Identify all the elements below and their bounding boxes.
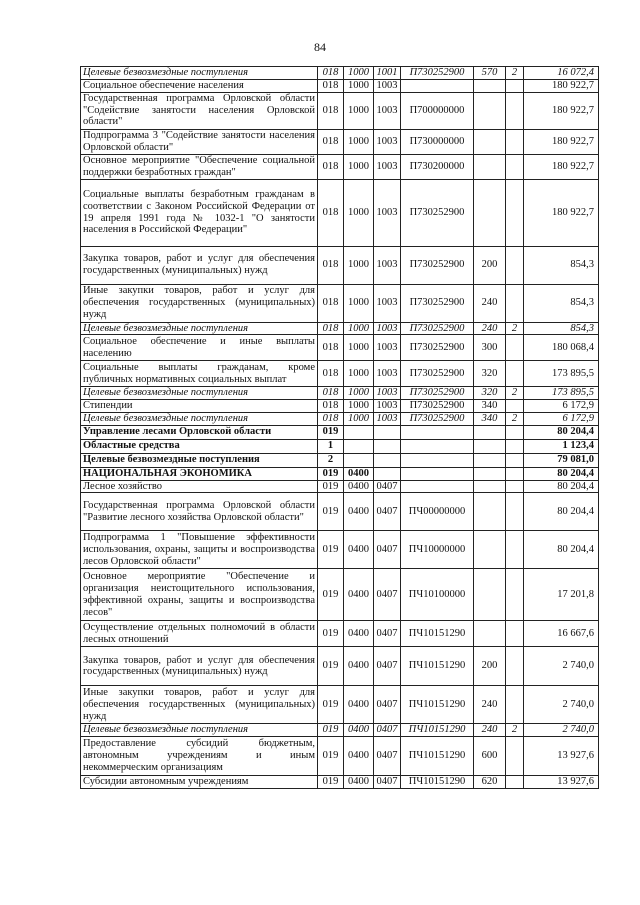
- row-ved-cell: 018: [318, 129, 344, 154]
- row-rz-cell: [344, 439, 374, 453]
- row-ved-cell: 018: [318, 284, 344, 322]
- row-ved-cell: 019: [318, 686, 344, 724]
- row-csr-cell: П730252900: [401, 67, 474, 80]
- row-rz-cell: 1000: [344, 284, 374, 322]
- table-row: [81, 480, 599, 493]
- row-pr-cell: 1003: [374, 387, 401, 400]
- row-rz-cell: 1000: [344, 387, 374, 400]
- row-rz-cell: 0400: [344, 776, 374, 789]
- row-ved-cell: 2: [318, 453, 344, 467]
- row-src-cell: [506, 129, 524, 154]
- row-rz-cell: 0400: [344, 531, 374, 569]
- row-src-cell: 2: [506, 724, 524, 737]
- row-pr-cell: 0407: [374, 737, 401, 776]
- table-row: [81, 531, 599, 569]
- row-vr-cell: [474, 154, 506, 179]
- row-vr-cell: 600: [474, 737, 506, 776]
- row-name-cell: Целевые безвозмездные поступления: [81, 322, 318, 335]
- row-vr-cell: 320: [474, 387, 506, 400]
- row-src-cell: 2: [506, 387, 524, 400]
- row-name-cell: Лесное хозяйство: [81, 480, 318, 493]
- row-vr-cell: 570: [474, 67, 506, 80]
- table-row: [81, 400, 599, 413]
- row-src-cell: 2: [506, 322, 524, 335]
- row-sum-cell: 80 204,4: [524, 425, 599, 439]
- row-csr-cell: П730252900: [401, 412, 474, 425]
- row-csr-cell: П730252900: [401, 284, 474, 322]
- row-pr-cell: 1003: [374, 92, 401, 129]
- row-vr-cell: [474, 425, 506, 439]
- row-vr-cell: 340: [474, 400, 506, 413]
- row-csr-cell: П730252900: [401, 387, 474, 400]
- table-row: [81, 467, 599, 480]
- row-rz-cell: 1000: [344, 179, 374, 246]
- row-ved-cell: 018: [318, 400, 344, 413]
- row-csr-cell: П730252900: [401, 361, 474, 387]
- row-rz-cell: 1000: [344, 322, 374, 335]
- row-pr-cell: 0407: [374, 686, 401, 724]
- row-vr-cell: [474, 531, 506, 569]
- row-vr-cell: [474, 79, 506, 92]
- row-csr-cell: П700000000: [401, 92, 474, 129]
- row-csr-cell: ПЧ00000000: [401, 493, 474, 531]
- table-row: [81, 737, 599, 776]
- row-sum-cell: 180 922,7: [524, 154, 599, 179]
- row-sum-cell: 16 072,4: [524, 67, 599, 80]
- row-rz-cell: 1000: [344, 129, 374, 154]
- table-body: [81, 67, 599, 789]
- row-src-cell: 2: [506, 412, 524, 425]
- row-vr-cell: 240: [474, 724, 506, 737]
- row-csr-cell: ПЧ10151290: [401, 621, 474, 647]
- row-name-cell: Субсидии автономным учреждениям: [81, 776, 318, 789]
- row-vr-cell: [474, 569, 506, 621]
- row-rz-cell: 0400: [344, 569, 374, 621]
- row-vr-cell: 240: [474, 284, 506, 322]
- row-name-cell: Основное мероприятие "Обеспечение и организация неистощительного использования, эффективной охраны, защиты и воспроизводства лесов": [81, 569, 318, 621]
- row-rz-cell: 0400: [344, 467, 374, 480]
- row-csr-cell: ПЧ10151290: [401, 724, 474, 737]
- row-src-cell: [506, 686, 524, 724]
- row-pr-cell: 1003: [374, 79, 401, 92]
- row-src-cell: [506, 179, 524, 246]
- row-src-cell: [506, 480, 524, 493]
- row-csr-cell: П730252900: [401, 400, 474, 413]
- table-row: [81, 284, 599, 322]
- row-vr-cell: 240: [474, 322, 506, 335]
- row-src-cell: [506, 621, 524, 647]
- row-sum-cell: 180 068,4: [524, 335, 599, 361]
- row-src-cell: [506, 425, 524, 439]
- row-src-cell: [506, 439, 524, 453]
- row-sum-cell: 2 740,0: [524, 647, 599, 686]
- row-ved-cell: 018: [318, 79, 344, 92]
- table-row: [81, 724, 599, 737]
- row-csr-cell: П730252900: [401, 246, 474, 284]
- row-name-cell: Закупка товаров, работ и услуг для обеспечения государственных (муниципальных) нужд: [81, 647, 318, 686]
- row-rz-cell: 0400: [344, 724, 374, 737]
- row-csr-cell: П730252900: [401, 335, 474, 361]
- row-name-cell: Целевые безвозмездные поступления: [81, 412, 318, 425]
- row-src-cell: [506, 647, 524, 686]
- row-sum-cell: 13 927,6: [524, 776, 599, 789]
- table-row: [81, 92, 599, 129]
- row-ved-cell: 018: [318, 412, 344, 425]
- row-ved-cell: 019: [318, 569, 344, 621]
- row-sum-cell: 180 922,7: [524, 179, 599, 246]
- row-rz-cell: 0400: [344, 686, 374, 724]
- row-name-cell: Основное мероприятие "Обеспечение социальной поддержки безработных граждан": [81, 154, 318, 179]
- row-vr-cell: [474, 467, 506, 480]
- row-src-cell: [506, 361, 524, 387]
- row-csr-cell: П730000000: [401, 129, 474, 154]
- row-vr-cell: 200: [474, 246, 506, 284]
- row-csr-cell: П730200000: [401, 154, 474, 179]
- table-row: [81, 686, 599, 724]
- row-vr-cell: 320: [474, 361, 506, 387]
- row-rz-cell: 1000: [344, 67, 374, 80]
- table-row: [81, 361, 599, 387]
- row-src-cell: [506, 400, 524, 413]
- row-name-cell: Иные закупки товаров, работ и услуг для обеспечения государственных (муниципальных) нужд: [81, 284, 318, 322]
- row-name-cell: Областные средства: [81, 439, 318, 453]
- row-ved-cell: 018: [318, 246, 344, 284]
- row-ved-cell: 018: [318, 361, 344, 387]
- row-name-cell: Целевые безвозмездные поступления: [81, 387, 318, 400]
- row-ved-cell: 018: [318, 154, 344, 179]
- row-src-cell: [506, 453, 524, 467]
- row-src-cell: [506, 246, 524, 284]
- row-name-cell: НАЦИОНАЛЬНАЯ ЭКОНОМИКА: [81, 467, 318, 480]
- row-rz-cell: 0400: [344, 493, 374, 531]
- row-pr-cell: [374, 439, 401, 453]
- row-csr-cell: П730252900: [401, 179, 474, 246]
- row-ved-cell: 018: [318, 335, 344, 361]
- row-sum-cell: 854,3: [524, 284, 599, 322]
- row-rz-cell: 1000: [344, 335, 374, 361]
- table-row: [81, 387, 599, 400]
- table-row: [81, 621, 599, 647]
- row-pr-cell: 1003: [374, 246, 401, 284]
- row-sum-cell: 79 081,0: [524, 453, 599, 467]
- table-row: [81, 776, 599, 789]
- row-ved-cell: 019: [318, 724, 344, 737]
- row-sum-cell: 2 740,0: [524, 686, 599, 724]
- row-sum-cell: 13 927,6: [524, 737, 599, 776]
- row-csr-cell: [401, 467, 474, 480]
- row-ved-cell: 019: [318, 647, 344, 686]
- row-sum-cell: 17 201,8: [524, 569, 599, 621]
- row-rz-cell: 1000: [344, 154, 374, 179]
- row-csr-cell: [401, 453, 474, 467]
- row-src-cell: [506, 154, 524, 179]
- table-row: [81, 322, 599, 335]
- row-name-cell: Предоставление субсидий бюджетным, автономным учреждениям и иным некоммерческим организациям: [81, 737, 318, 776]
- row-rz-cell: 1000: [344, 79, 374, 92]
- row-pr-cell: 1003: [374, 361, 401, 387]
- row-pr-cell: 1003: [374, 412, 401, 425]
- row-sum-cell: 2 740,0: [524, 724, 599, 737]
- row-ved-cell: 018: [318, 387, 344, 400]
- row-name-cell: Государственная программа Орловской области "Содействие занятости населения Орловской области": [81, 92, 318, 129]
- row-sum-cell: 16 667,6: [524, 621, 599, 647]
- row-vr-cell: [474, 493, 506, 531]
- row-vr-cell: [474, 453, 506, 467]
- row-pr-cell: 1003: [374, 129, 401, 154]
- row-ved-cell: 018: [318, 67, 344, 80]
- row-src-cell: [506, 531, 524, 569]
- row-pr-cell: 0407: [374, 647, 401, 686]
- row-pr-cell: 1003: [374, 322, 401, 335]
- row-pr-cell: 1003: [374, 154, 401, 179]
- row-sum-cell: 854,3: [524, 322, 599, 335]
- row-name-cell: Целевые безвозмездные поступления: [81, 724, 318, 737]
- row-pr-cell: 0407: [374, 531, 401, 569]
- row-pr-cell: 1001: [374, 67, 401, 80]
- row-vr-cell: 340: [474, 412, 506, 425]
- row-vr-cell: [474, 480, 506, 493]
- row-ved-cell: 1: [318, 439, 344, 453]
- row-ved-cell: 019: [318, 467, 344, 480]
- table-row: [81, 439, 599, 453]
- row-ved-cell: 018: [318, 322, 344, 335]
- row-csr-cell: ПЧ10151290: [401, 647, 474, 686]
- row-csr-cell: П730252900: [401, 322, 474, 335]
- row-rz-cell: [344, 453, 374, 467]
- table-row: [81, 67, 599, 80]
- row-csr-cell: ПЧ10000000: [401, 531, 474, 569]
- row-rz-cell: 1000: [344, 92, 374, 129]
- row-pr-cell: 0407: [374, 480, 401, 493]
- row-rz-cell: 0400: [344, 737, 374, 776]
- row-name-cell: Социальное обеспечение населения: [81, 79, 318, 92]
- row-csr-cell: ПЧ10151290: [401, 686, 474, 724]
- row-ved-cell: 019: [318, 776, 344, 789]
- row-csr-cell: ПЧ10151290: [401, 776, 474, 789]
- row-vr-cell: [474, 621, 506, 647]
- row-rz-cell: 1000: [344, 412, 374, 425]
- row-name-cell: Целевые безвозмездные поступления: [81, 67, 318, 80]
- row-pr-cell: 0407: [374, 776, 401, 789]
- row-vr-cell: [474, 179, 506, 246]
- row-ved-cell: 019: [318, 531, 344, 569]
- row-csr-cell: ПЧ10151290: [401, 737, 474, 776]
- row-name-cell: Стипендии: [81, 400, 318, 413]
- table-row: [81, 179, 599, 246]
- row-csr-cell: [401, 480, 474, 493]
- row-pr-cell: [374, 453, 401, 467]
- table-row: [81, 569, 599, 621]
- row-csr-cell: ПЧ10100000: [401, 569, 474, 621]
- row-name-cell: Целевые безвозмездные поступления: [81, 453, 318, 467]
- row-src-cell: [506, 467, 524, 480]
- row-name-cell: Социальные выплаты гражданам, кроме публичных нормативных социальных выплат: [81, 361, 318, 387]
- row-src-cell: [506, 776, 524, 789]
- table-row: [81, 647, 599, 686]
- row-src-cell: [506, 493, 524, 531]
- row-name-cell: Подпрограмма 1 "Повышение эффективности использования, охраны, защиты и воспроизводства лесов Орловской области": [81, 531, 318, 569]
- row-rz-cell: 0400: [344, 621, 374, 647]
- budget-table: [80, 66, 599, 789]
- row-rz-cell: 1000: [344, 400, 374, 413]
- row-rz-cell: 1000: [344, 246, 374, 284]
- row-src-cell: [506, 335, 524, 361]
- table-row: [81, 129, 599, 154]
- row-ved-cell: 019: [318, 621, 344, 647]
- row-vr-cell: 200: [474, 647, 506, 686]
- page-number: 84: [314, 40, 326, 54]
- row-vr-cell: 620: [474, 776, 506, 789]
- table-row: [81, 453, 599, 467]
- row-pr-cell: [374, 467, 401, 480]
- row-ved-cell: 019: [318, 425, 344, 439]
- table-row: [81, 425, 599, 439]
- table-row: [81, 493, 599, 531]
- row-rz-cell: [344, 425, 374, 439]
- row-src-cell: [506, 92, 524, 129]
- row-sum-cell: 6 172,9: [524, 400, 599, 413]
- table-row: [81, 335, 599, 361]
- table-row: [81, 79, 599, 92]
- row-src-cell: [506, 569, 524, 621]
- row-name-cell: Закупка товаров, работ и услуг для обеспечения государственных (муниципальных) нужд: [81, 246, 318, 284]
- row-vr-cell: [474, 92, 506, 129]
- row-vr-cell: 240: [474, 686, 506, 724]
- row-name-cell: Социальные выплаты безработным гражданам в соответствии с Законом Российской Федерации от 19 апреля 1991 года № 1032-1 "О занятости населения в Российской Федерации": [81, 179, 318, 246]
- row-src-cell: 2: [506, 67, 524, 80]
- row-vr-cell: [474, 129, 506, 154]
- row-pr-cell: 0407: [374, 724, 401, 737]
- table-row: [81, 246, 599, 284]
- row-rz-cell: 0400: [344, 480, 374, 493]
- row-name-cell: Иные закупки товаров, работ и услуг для обеспечения государственных (муниципальных) нужд: [81, 686, 318, 724]
- row-pr-cell: 1003: [374, 335, 401, 361]
- row-pr-cell: 0407: [374, 569, 401, 621]
- row-sum-cell: 173 895,5: [524, 387, 599, 400]
- row-ved-cell: 019: [318, 480, 344, 493]
- row-sum-cell: 6 172,9: [524, 412, 599, 425]
- row-sum-cell: 80 204,4: [524, 480, 599, 493]
- row-sum-cell: 180 922,7: [524, 129, 599, 154]
- row-name-cell: Подпрограмма 3 "Содействие занятости населения Орловской области": [81, 129, 318, 154]
- row-sum-cell: 854,3: [524, 246, 599, 284]
- row-sum-cell: 173 895,5: [524, 361, 599, 387]
- table-row: [81, 412, 599, 425]
- row-src-cell: [506, 284, 524, 322]
- row-name-cell: Управление лесами Орловской области: [81, 425, 318, 439]
- row-sum-cell: 80 204,4: [524, 531, 599, 569]
- row-sum-cell: 80 204,4: [524, 493, 599, 531]
- row-sum-cell: 180 922,7: [524, 79, 599, 92]
- row-ved-cell: 019: [318, 737, 344, 776]
- row-pr-cell: 1003: [374, 284, 401, 322]
- row-pr-cell: 0407: [374, 621, 401, 647]
- row-pr-cell: 1003: [374, 400, 401, 413]
- row-ved-cell: 018: [318, 179, 344, 246]
- row-name-cell: Осуществление отдельных полномочий в области лесных отношений: [81, 621, 318, 647]
- table-row: [81, 154, 599, 179]
- row-src-cell: [506, 79, 524, 92]
- row-sum-cell: 1 123,4: [524, 439, 599, 453]
- row-csr-cell: [401, 425, 474, 439]
- row-ved-cell: 019: [318, 493, 344, 531]
- row-pr-cell: [374, 425, 401, 439]
- row-pr-cell: 1003: [374, 179, 401, 246]
- row-sum-cell: 80 204,4: [524, 467, 599, 480]
- row-vr-cell: 300: [474, 335, 506, 361]
- row-name-cell: Социальное обеспечение и иные выплаты населению: [81, 335, 318, 361]
- row-vr-cell: [474, 439, 506, 453]
- row-csr-cell: [401, 439, 474, 453]
- row-rz-cell: 0400: [344, 647, 374, 686]
- row-src-cell: [506, 737, 524, 776]
- row-rz-cell: 1000: [344, 361, 374, 387]
- row-pr-cell: 0407: [374, 493, 401, 531]
- row-ved-cell: 018: [318, 92, 344, 129]
- row-sum-cell: 180 922,7: [524, 92, 599, 129]
- row-csr-cell: [401, 79, 474, 92]
- row-name-cell: Государственная программа Орловской области "Развитие лесного хозяйства Орловской области": [81, 493, 318, 531]
